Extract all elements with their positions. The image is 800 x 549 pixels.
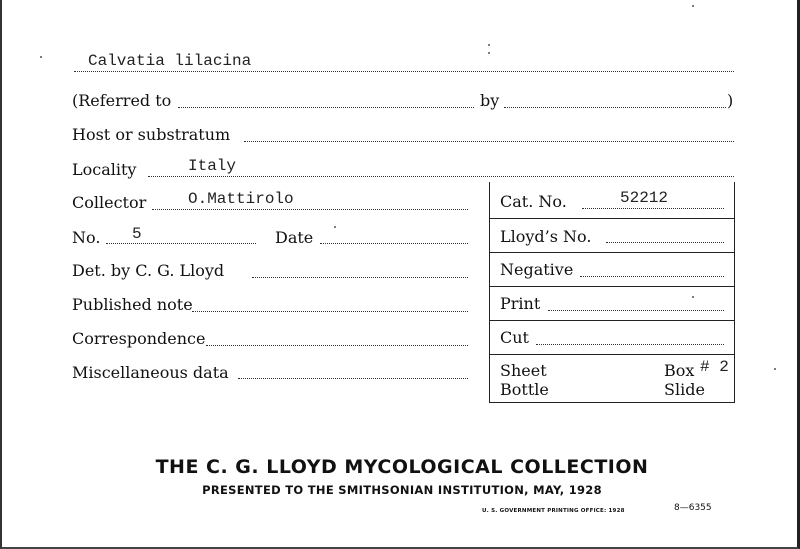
scan-speck	[692, 5, 694, 7]
correspondence-label: Correspondence	[72, 329, 206, 348]
print-line	[548, 310, 724, 311]
date-label: Date	[275, 228, 314, 247]
referred-to-label: (Referred to	[72, 91, 172, 110]
cut-line	[536, 344, 724, 345]
lloyds-no-line	[606, 242, 724, 243]
cut-label: Cut	[500, 328, 529, 347]
specimen-name-line	[74, 71, 734, 72]
box-label: Box	[664, 361, 695, 380]
box-separator	[489, 218, 735, 219]
referred-to-line	[178, 107, 474, 108]
cat-no-line	[582, 208, 724, 209]
box-value: # 2	[700, 358, 729, 376]
published-line	[192, 311, 468, 312]
host-line	[244, 141, 734, 142]
collector-value: O.Mattirolo	[188, 190, 294, 208]
close-paren: )	[727, 91, 734, 110]
bottle-label: Bottle	[500, 380, 549, 399]
misc-line	[238, 378, 468, 379]
lloyds-no-label: Lloyd’s No.	[500, 227, 592, 246]
negative-line	[580, 276, 724, 277]
box-separator	[489, 354, 735, 355]
negative-label: Negative	[500, 260, 574, 279]
scan-speck	[692, 296, 694, 298]
print-label: Print	[500, 294, 541, 313]
collection-subtitle: PRESENTED TO THE SMITHSONIAN INSTITUTION, MAY, 1928	[202, 483, 602, 497]
collector-label: Collector	[72, 193, 147, 212]
by-line	[504, 107, 726, 108]
locality-value: Italy	[188, 157, 237, 175]
scan-speck	[334, 226, 336, 228]
locality-label: Locality	[72, 160, 137, 179]
correspondence-line	[206, 345, 468, 346]
cat-no-label: Cat. No.	[500, 192, 567, 211]
det-line	[252, 277, 468, 278]
form-number: 8—6355	[674, 503, 712, 513]
locality-line	[148, 176, 734, 177]
date-line	[320, 243, 468, 244]
box-separator	[489, 286, 735, 287]
by-label: by	[480, 91, 500, 110]
collector-line	[152, 209, 468, 210]
scan-speck	[488, 44, 490, 46]
no-value: 5	[132, 225, 142, 243]
scan-speck	[774, 368, 776, 370]
slide-label: Slide	[664, 380, 705, 399]
misc-label: Miscellaneous data	[72, 363, 229, 382]
cat-no-value: 52212	[620, 189, 669, 207]
specimen-name: Calvatia lilacina	[88, 52, 252, 70]
scan-speck	[488, 52, 490, 54]
box-separator	[489, 320, 735, 321]
no-line	[106, 243, 256, 244]
det-label: Det. by C. G. Lloyd	[72, 261, 225, 280]
sheet-label: Sheet	[500, 361, 547, 380]
no-label: No.	[72, 228, 101, 247]
published-label: Published note	[72, 295, 193, 314]
printer-imprint: U. S. GOVERNMENT PRINTING OFFICE: 1928	[482, 508, 625, 514]
collection-title: THE C. G. LLOYD MYCOLOGICAL COLLECTION	[155, 456, 649, 478]
host-label: Host or substratum	[72, 125, 231, 144]
scan-speck	[40, 56, 42, 58]
box-separator	[489, 252, 735, 253]
